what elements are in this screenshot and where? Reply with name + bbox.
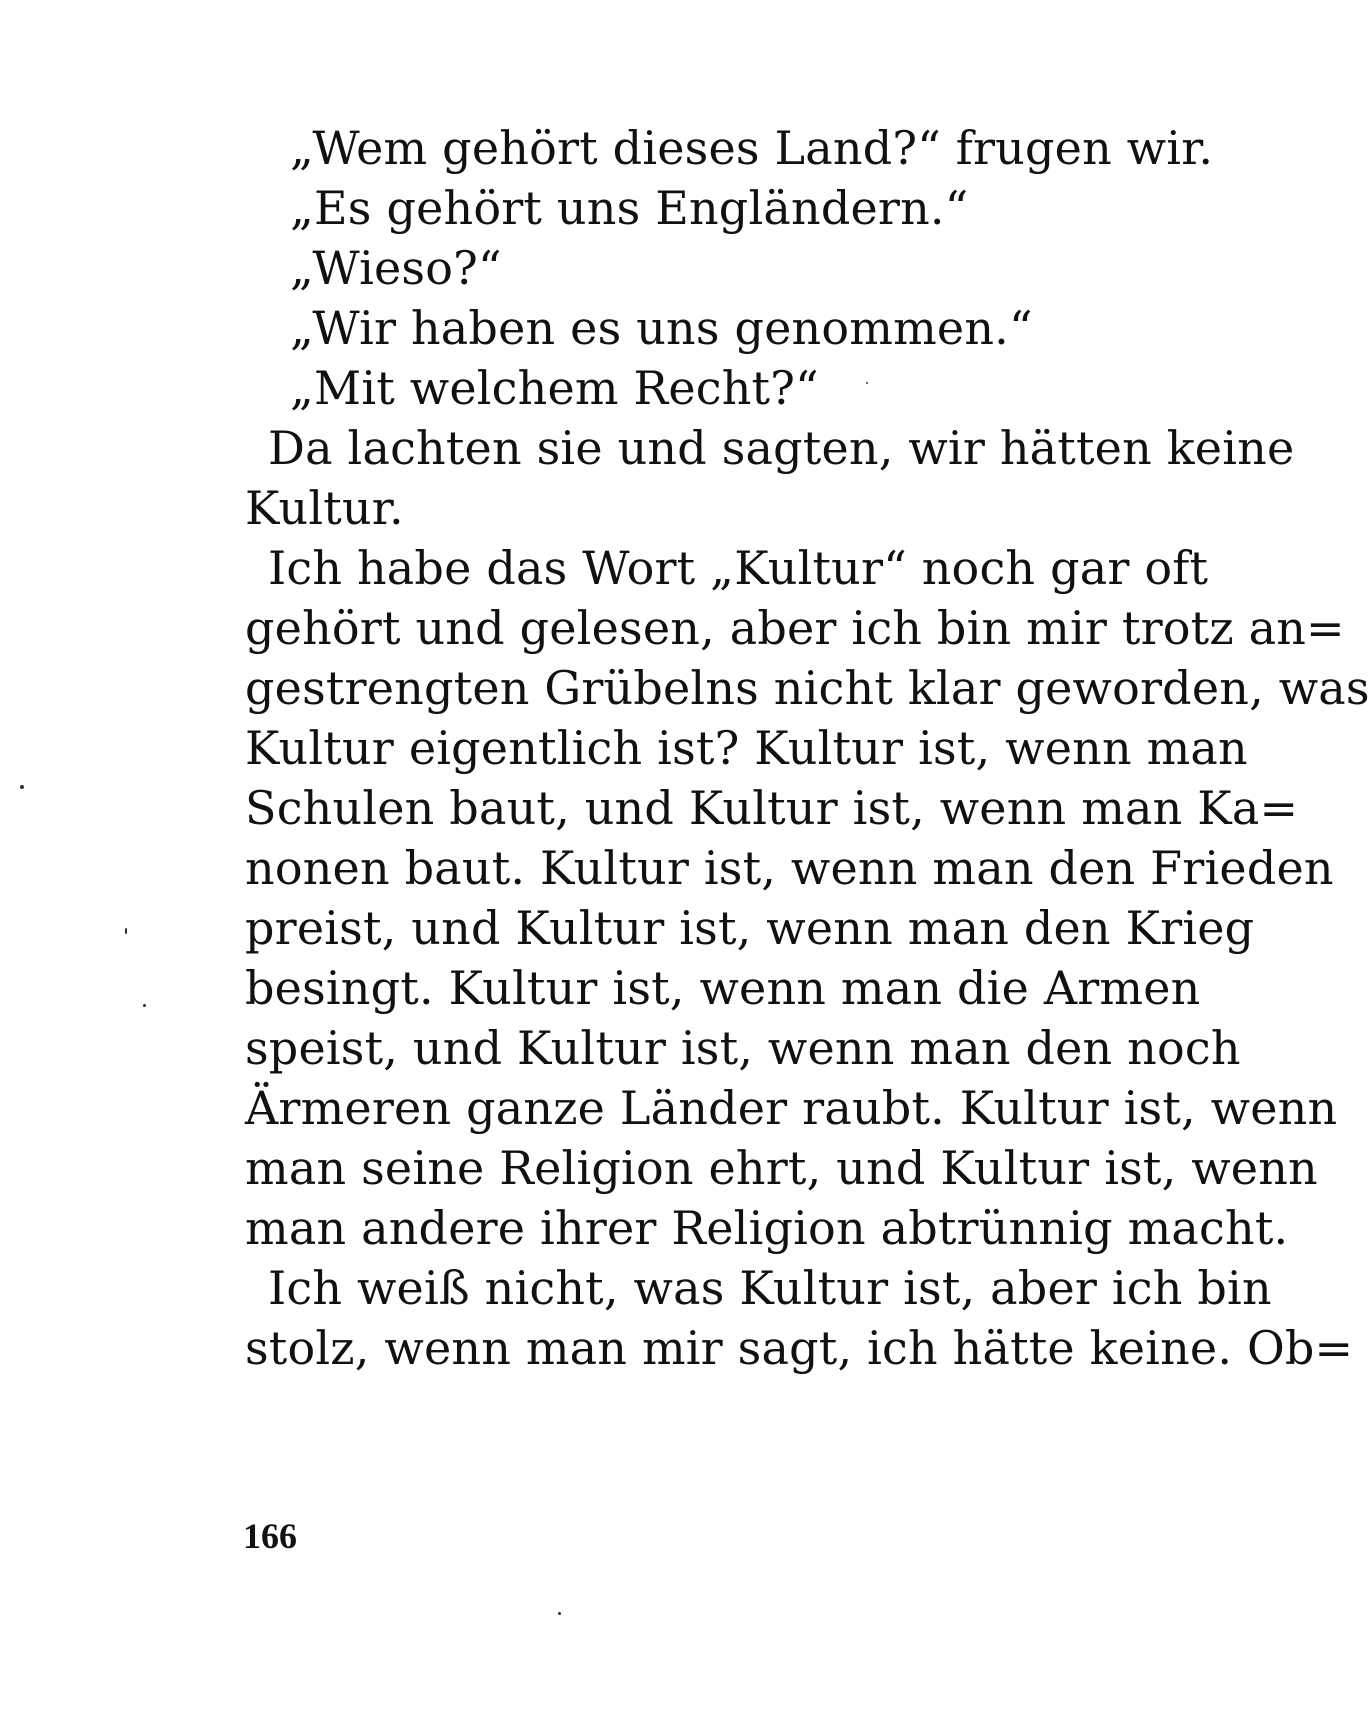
text-line: gestrengten Grübelns nicht klar geworden, was — [245, 661, 1370, 715]
scan-speck — [558, 1612, 561, 1615]
page-number: 166 — [243, 1516, 297, 1556]
text-line: Kultur eigentlich ist? Kultur ist, wenn man — [245, 721, 1248, 775]
text-line: Ärmeren ganze Länder raubt. Kultur ist, wenn — [245, 1081, 1338, 1135]
text-line: „Wieso?“ — [290, 241, 502, 295]
scan-speck — [143, 1004, 146, 1007]
text-line: Ich weiß nicht, was Kultur ist, aber ich bin — [268, 1261, 1272, 1315]
text-line: „Mit welchem Recht?“ — [290, 361, 819, 415]
text-line: Kultur. — [245, 481, 404, 535]
text-line: preist, und Kultur ist, wenn man den Krieg — [245, 901, 1255, 955]
text-line: „Wir haben es uns genommen.“ — [290, 301, 1033, 355]
text-line: nonen baut. Kultur ist, wenn man den Frieden — [245, 841, 1334, 895]
text-line: man seine Religion ehrt, und Kultur ist, wenn — [245, 1141, 1318, 1195]
text-line: gehört und gelesen, aber ich bin mir trotz an= — [245, 601, 1345, 655]
text-line: Da lachten sie und sagten, wir hätten keine — [268, 421, 1295, 475]
text-line: „Wem gehört dieses Land?“ frugen wir. — [290, 121, 1214, 175]
scan-speck — [20, 785, 24, 789]
text-line: Ich habe das Wort „Kultur“ noch gar oft — [268, 541, 1209, 595]
text-line: man andere ihrer Religion abtrünnig macht. — [245, 1201, 1289, 1255]
scan-speck — [866, 382, 868, 384]
text-line: speist, und Kultur ist, wenn man den noch — [245, 1021, 1241, 1075]
scan-speck — [125, 928, 127, 934]
text-line: Schulen baut, und Kultur ist, wenn man Ka= — [245, 781, 1299, 835]
text-line: besingt. Kultur ist, wenn man die Armen — [245, 961, 1201, 1015]
text-line: „Es gehört uns Engländern.“ — [290, 181, 969, 235]
text-line: stolz, wenn man mir sagt, ich hätte keine. Ob= — [245, 1321, 1354, 1375]
